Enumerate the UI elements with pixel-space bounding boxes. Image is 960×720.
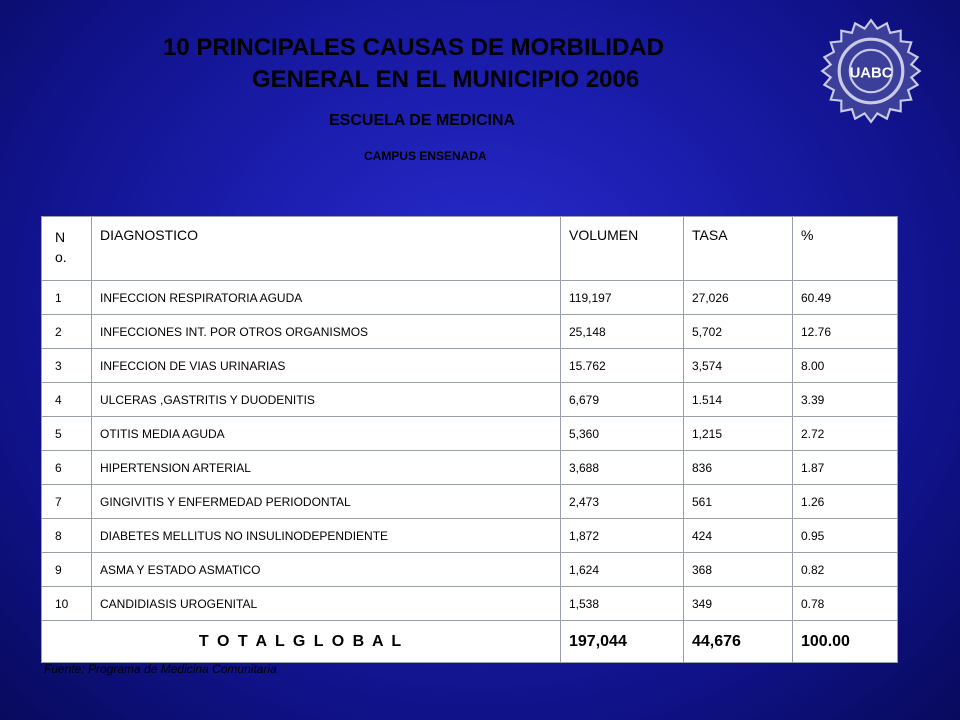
table-row <box>42 553 898 587</box>
cell-percent: 0.95 <box>793 519 898 553</box>
header-volumen: VOLUMEN <box>561 217 684 281</box>
cell-volumen: 1,872 <box>561 519 684 553</box>
table-row <box>42 281 898 315</box>
cell-tasa: 27,026 <box>684 281 793 315</box>
cell-tasa: 5,702 <box>684 315 793 349</box>
cell-diagnostico: HIPERTENSION ARTERIAL <box>92 451 561 485</box>
cell-percent: 1.87 <box>793 451 898 485</box>
cell-percent: 0.78 <box>793 587 898 621</box>
cell-tasa: 561 <box>684 485 793 519</box>
cell-no: 3 <box>42 349 92 383</box>
table-row <box>42 417 898 451</box>
header-percent: % <box>793 217 898 281</box>
cell-tasa: 836 <box>684 451 793 485</box>
cell-no: 9 <box>42 553 92 587</box>
table-row <box>42 451 898 485</box>
university-seal-icon <box>818 18 924 124</box>
cell-no: 1 <box>42 281 92 315</box>
cell-diagnostico: CANDIDIASIS UROGENITAL <box>92 587 561 621</box>
table-row <box>42 485 898 519</box>
cell-diagnostico: INFECCION RESPIRATORIA AGUDA <box>92 281 561 315</box>
campus-label: CAMPUS ENSENADA <box>364 149 487 163</box>
cell-volumen: 1,538 <box>561 587 684 621</box>
cell-diagnostico: GINGIVITIS Y ENFERMEDAD PERIODONTAL <box>92 485 561 519</box>
table-row <box>42 315 898 349</box>
cell-volumen: 6,679 <box>561 383 684 417</box>
cell-percent: 3.39 <box>793 383 898 417</box>
table-total-row <box>42 621 898 663</box>
cell-percent: 8.00 <box>793 349 898 383</box>
source-note: Fuente: Programa de Medicina Comunitaria <box>44 662 277 676</box>
cell-percent: 2.72 <box>793 417 898 451</box>
cell-volumen: 5,360 <box>561 417 684 451</box>
cell-tasa: 424 <box>684 519 793 553</box>
header-no: No. <box>42 217 92 281</box>
seal-text: UABC <box>849 65 893 82</box>
header-tasa: TASA <box>684 217 793 281</box>
total-label: T O T A L G L O B A L <box>42 621 561 663</box>
table-header-row <box>42 217 898 281</box>
title-line-1: 10 PRINCIPALES CAUSAS DE MORBILIDAD <box>163 34 664 61</box>
cell-tasa: 349 <box>684 587 793 621</box>
cell-diagnostico: OTITIS MEDIA AGUDA <box>92 417 561 451</box>
header-diagnostico: DIAGNOSTICO <box>92 217 561 281</box>
total-volumen: 197,044 <box>561 621 684 663</box>
cell-tasa: 368 <box>684 553 793 587</box>
table-row <box>42 349 898 383</box>
cell-no: 7 <box>42 485 92 519</box>
cell-volumen: 15.762 <box>561 349 684 383</box>
cell-percent: 0.82 <box>793 553 898 587</box>
cell-no: 5 <box>42 417 92 451</box>
table-row <box>42 587 898 621</box>
cell-no: 6 <box>42 451 92 485</box>
table-row <box>42 519 898 553</box>
cell-volumen: 119,197 <box>561 281 684 315</box>
cell-diagnostico: INFECCIONES INT. POR OTROS ORGANISMOS <box>92 315 561 349</box>
title-line-2: GENERAL EN EL MUNICIPIO 2006 <box>252 66 640 93</box>
cell-percent: 60.49 <box>793 281 898 315</box>
cell-no: 4 <box>42 383 92 417</box>
cell-tasa: 3,574 <box>684 349 793 383</box>
table-row <box>42 383 898 417</box>
cell-no: 8 <box>42 519 92 553</box>
cell-diagnostico: INFECCION DE VIAS URINARIAS <box>92 349 561 383</box>
total-percent: 100.00 <box>793 621 898 663</box>
cell-volumen: 2,473 <box>561 485 684 519</box>
cell-diagnostico: ULCERAS ,GASTRITIS Y DUODENITIS <box>92 383 561 417</box>
cell-volumen: 3,688 <box>561 451 684 485</box>
cell-diagnostico: ASMA Y ESTADO ASMATICO <box>92 553 561 587</box>
cell-percent: 12.76 <box>793 315 898 349</box>
cell-percent: 1.26 <box>793 485 898 519</box>
cell-no: 2 <box>42 315 92 349</box>
cell-diagnostico: DIABETES MELLITUS NO INSULINODEPENDIENTE <box>92 519 561 553</box>
cell-volumen: 1,624 <box>561 553 684 587</box>
cell-volumen: 25,148 <box>561 315 684 349</box>
cell-tasa: 1.514 <box>684 383 793 417</box>
cell-tasa: 1,215 <box>684 417 793 451</box>
cell-no: 10 <box>42 587 92 621</box>
subtitle: ESCUELA DE MEDICINA <box>329 112 516 129</box>
total-tasa: 44,676 <box>684 621 793 663</box>
morbidity-table <box>41 216 898 663</box>
